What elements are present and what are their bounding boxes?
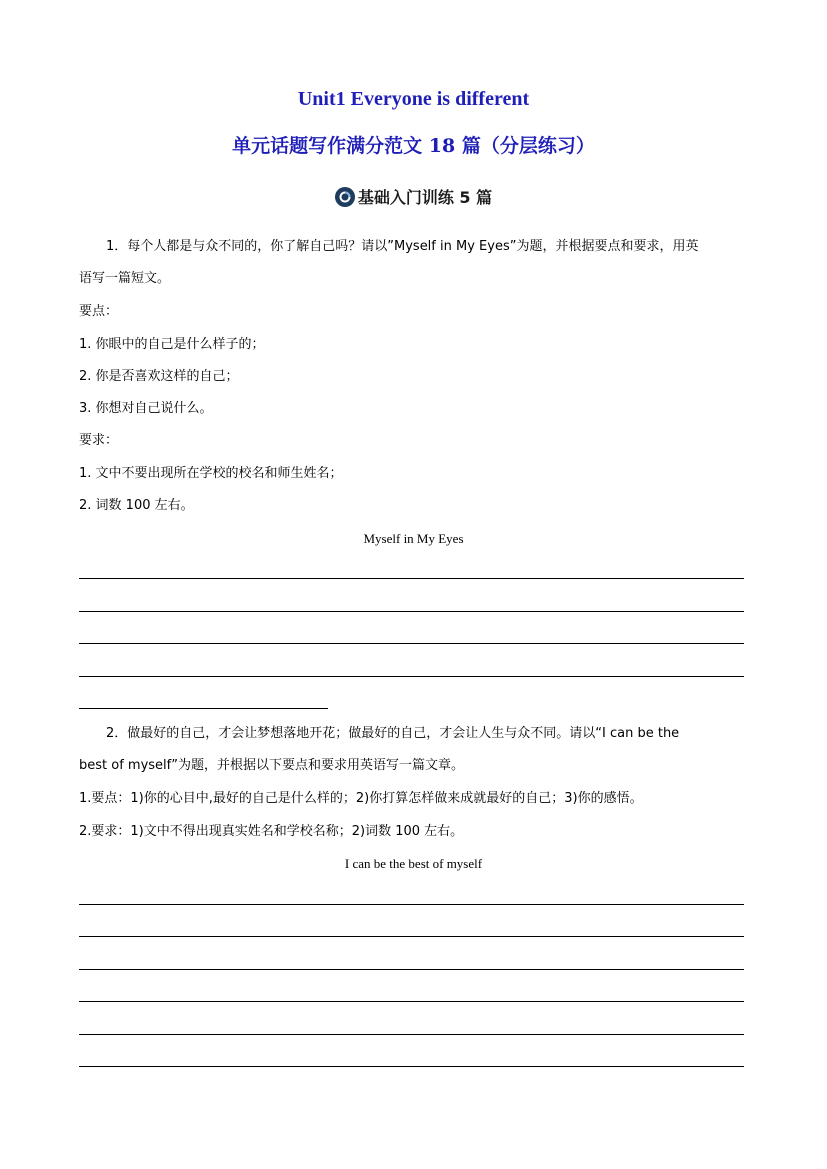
q1-answer-line — [79, 643, 744, 644]
q1-prompt-line-2: 语写一篇短文。 — [79, 271, 171, 286]
q1-prompt-line-1: 1．每个人都是与众不同的，你了解自己吗？请以”Myself in My Eyes”为题，并根据要点和要求，用英 — [106, 239, 699, 254]
q2-prompt-line-2: best of myself”为题，并根据以下要点和要求用英语写一篇文章。 — [79, 758, 464, 773]
q1-requirement-2: 2. 词数 100 左右。 — [79, 498, 194, 513]
q2-answer-line — [79, 1001, 744, 1002]
q1-essay-title: Myself in My Eyes — [363, 531, 464, 546]
q2-points: 1.要点：1)你的心目中,最好的自己是什么样的；2)你打算怎样做来成就最好的自己；3)你的感悟。 — [79, 791, 643, 806]
q2-prompt-line-1: 2．做最好的自己，才会让梦想落地开花；做最好的自己，才会让人生与众不同。请以“I can be the — [106, 726, 680, 741]
section-badge-icon — [335, 187, 355, 207]
q2-answer-line — [79, 969, 744, 970]
q1-answer-line — [79, 676, 744, 677]
q1-point-2: 2. 你是否喜欢这样的自己； — [79, 369, 239, 384]
q1-answer-line — [79, 611, 744, 612]
q1-requirement-1: 1. 文中不要出现所在学校的校名和师生姓名； — [79, 466, 343, 481]
q1-answer-line — [79, 708, 328, 709]
q1-points-label: 要点： — [79, 304, 119, 319]
q1-answer-line — [79, 578, 744, 579]
q1-point-1: 1. 你眼中的自己是什么样子的； — [79, 337, 265, 352]
q2-answer-line — [79, 1066, 744, 1067]
q1-point-3: 3. 你想对自己说什么。 — [79, 401, 213, 416]
q1-requirements-label: 要求： — [79, 433, 119, 448]
q2-answer-line — [79, 904, 744, 905]
unit-title: Unit1 Everyone is different — [297, 88, 530, 110]
document-title: 单元话题写作满分范文 18 篇（分层练习） — [232, 135, 595, 157]
q2-answer-line — [79, 1034, 744, 1035]
section-label: 基础入门训练 5 篇 — [357, 188, 493, 207]
q2-requirements: 2.要求：1)文中不得出现真实姓名和学校名称；2)词数 100 左右。 — [79, 824, 464, 839]
q2-answer-line — [79, 936, 744, 937]
section-heading — [0, 185, 827, 208]
q2-essay-title: I can be the best of myself — [344, 856, 483, 871]
